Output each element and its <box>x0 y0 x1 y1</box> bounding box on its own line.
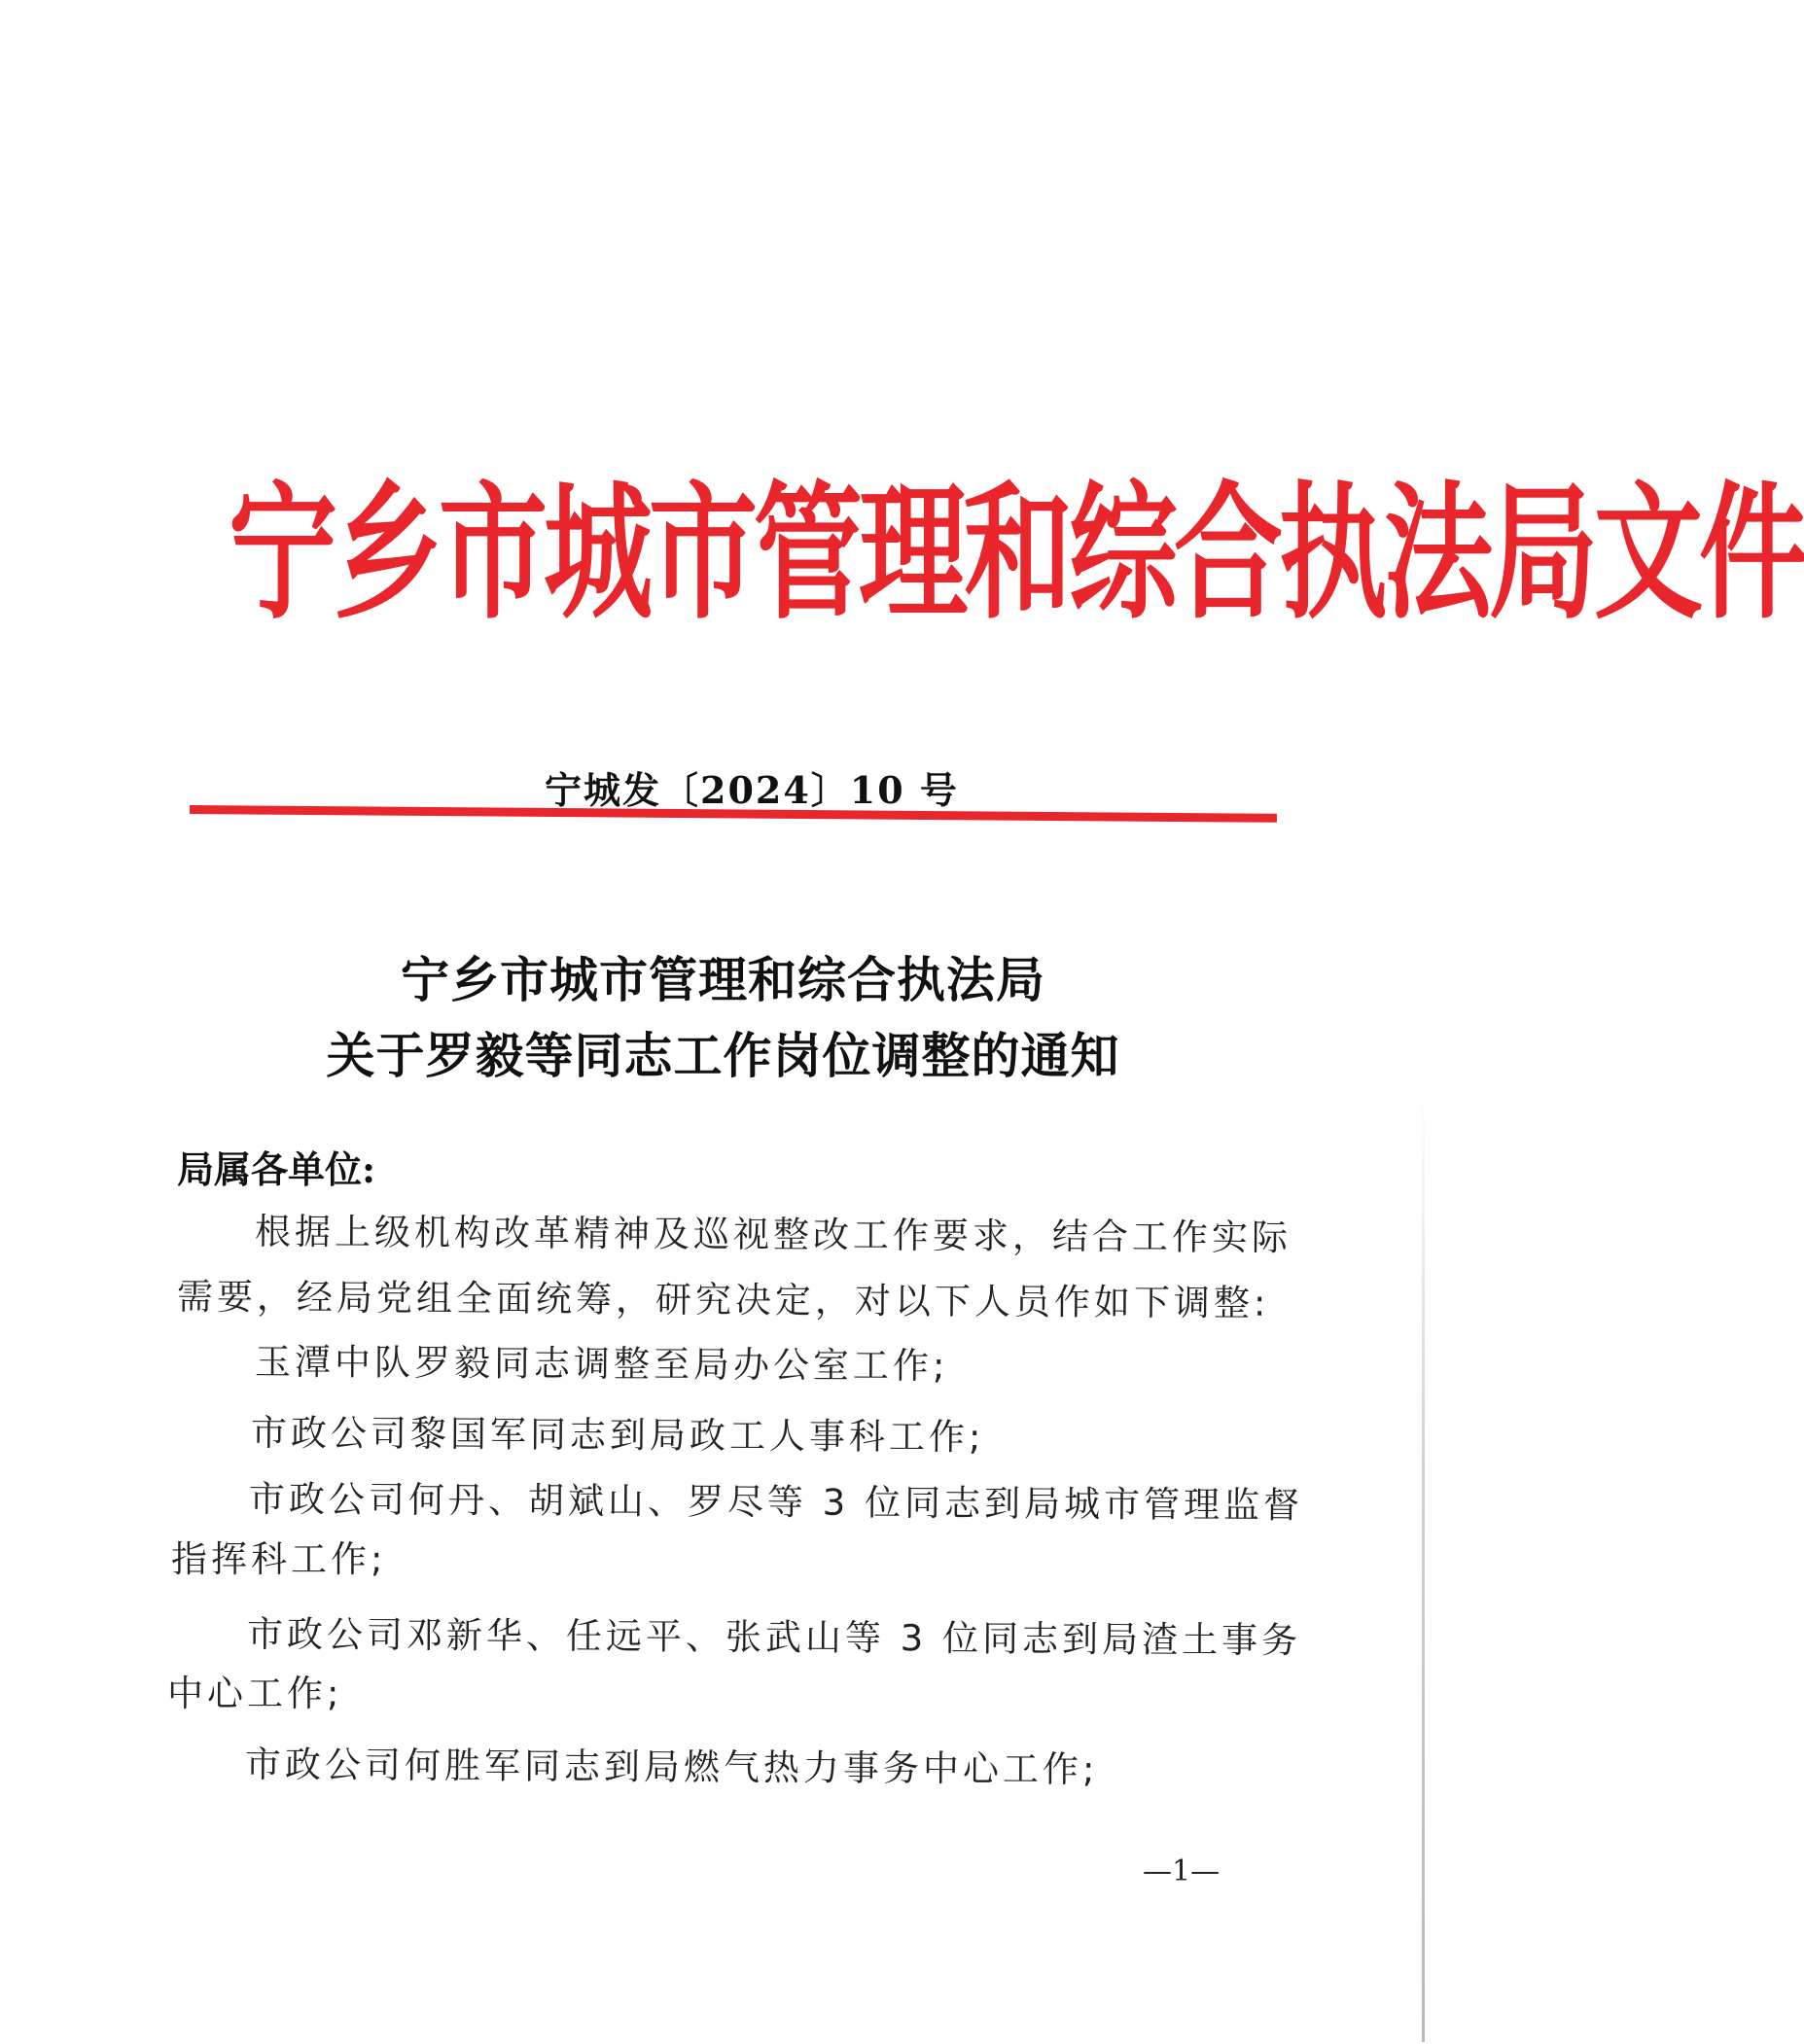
body-line: 根据上级机构改革精神及巡视整改工作要求，结合工作实际 <box>254 1211 1292 1259</box>
page-number: —1— <box>1143 1854 1220 1888</box>
document-number: 宁城发〔2024〕10 号 <box>545 768 959 812</box>
scan-edge-shadow <box>1422 1089 1425 2042</box>
body-line: 市政公司何胜军同志到局燃气热力事务中心工作; <box>244 1744 1099 1791</box>
notice-title-line-2: 关于罗毅等同志工作岗位调整的通知 <box>326 1027 1120 1084</box>
salutation: 局属各单位: <box>177 1147 376 1191</box>
body-line: 指挥科工作; <box>171 1538 387 1580</box>
body-line: 市政公司黎国军同志到局政工人事科工作; <box>250 1412 985 1459</box>
body-line: 市政公司何丹、胡斌山、罗尽等 3 位同志到局城市管理监督 <box>248 1478 1304 1527</box>
body-line: 需要，经局党组全面统筹，研究决定，对以下人员作如下调整: <box>176 1276 1270 1324</box>
body-line: 玉潭中队罗毅同志调整至局办公室工作; <box>254 1341 949 1388</box>
body-line: 中心工作; <box>167 1673 343 1714</box>
red-header-title: 宁乡市城市管理和综合执法局文件 <box>229 467 1804 640</box>
notice-title-line-1: 宁乡市城市管理和综合执法局 <box>401 951 1045 1008</box>
body-line: 市政公司邓新华、任远平、张武山等 3 位同志到局渣土事务 <box>246 1613 1302 1662</box>
